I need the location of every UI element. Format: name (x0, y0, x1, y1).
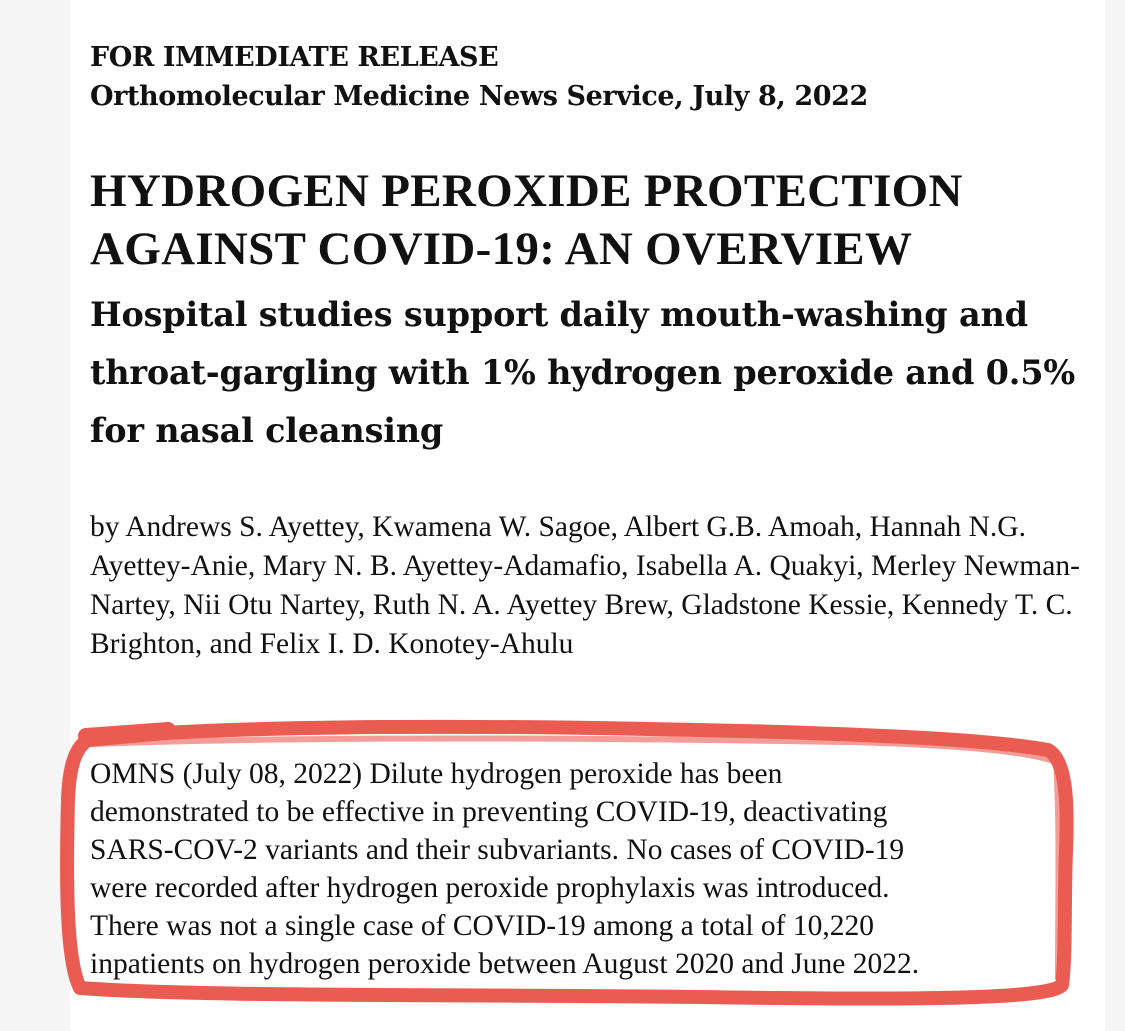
intro-line: There was not a single case of COVID-19 among a total of 10,220 (90, 910, 874, 942)
author-byline: by Andrews S. Ayettey, Kwamena W. Sagoe, Albert G.B. Amoah, Hannah N.G. Ayettey-Anie, Mary N. B. Ayettey-Adamafio, Isabella A. Quakyi, Merley Newman-Nartey, Nii Otu Nartey, Ruth N. A. Ayettey Brew, Gladstone Kessie, Kennedy T. C. Brighton, and Felix I. D. Konotey-Ahulu (90, 511, 1080, 660)
article-title: HYDROGEN PEROXIDE PROTECTION AGAINST COVID-19: AN OVERVIEW (90, 165, 963, 275)
intro-line: demonstrated to be effective in preventing COVID-19, deactivating (90, 796, 888, 828)
news-source-date: Orthomolecular Medicine News Service, July 8, 2022 (90, 81, 868, 112)
intro-line: OMNS (July 08, 2022) Dilute hydrogen peroxide has been (90, 758, 783, 790)
release-header (90, 38, 868, 116)
article-subtitle: Hospital studies support daily mouth-washing and throat-gargling with 1% hydrogen peroxide and 0.5% for nasal cleansing (90, 295, 1075, 450)
intro-line: were recorded after hydrogen peroxide prophylaxis was introduced. (90, 872, 890, 904)
intro-line: inpatients on hydrogen peroxide between August 2020 and June 2022. (90, 948, 920, 980)
intro-line: SARS-COV-2 variants and their subvariants. No cases of COVID-19 (90, 834, 905, 866)
intro-paragraph (90, 755, 1080, 983)
release-label: FOR IMMEDIATE RELEASE (90, 42, 499, 73)
